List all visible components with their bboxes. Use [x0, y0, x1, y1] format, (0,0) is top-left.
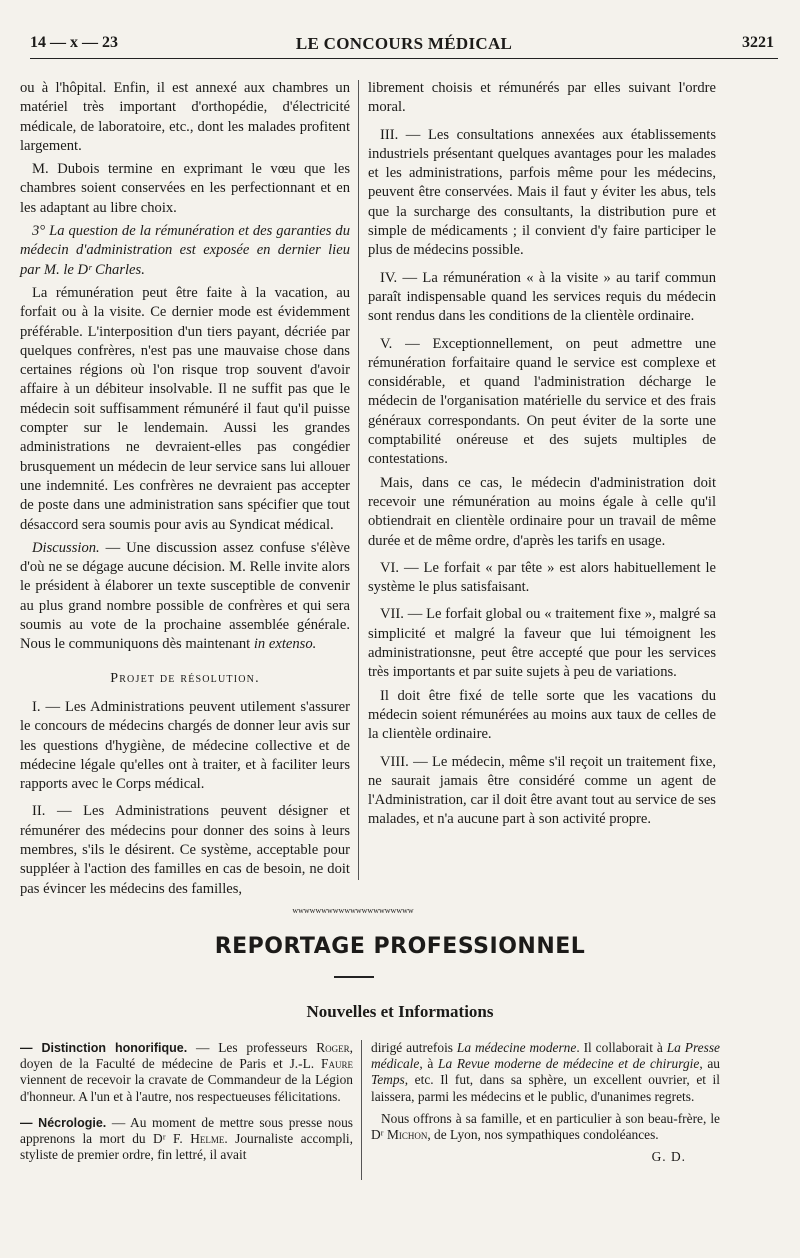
journal-title: LE CONCOURS MÉDICAL — [295, 34, 513, 53]
resolution-item: III. — Les consultations annexées aux établissements industriels présentant quelques avantages pour les malades et les administrations, parfois même pour les médecins, peuvent être conservées. Mais il faut y éviter les abus, tels que la surcharge des consultants, la distribution pure et simple de médicaments ; il convient d'y faire participer le plus de médecins possible. — [368, 126, 716, 259]
paragraph: M. Dubois termine en exprimant le vœu que les chambres soient conservées en les perfectionnant et en les adaptant au libre choix. — [20, 161, 350, 216]
paragraph: Discussion. — Une discussion assez confuse s'élève d'où ne se dégage aucune décision. M. Relle invite alors le président à élaborer un texte susceptible de convenir au plus grand nombre possible de confrères et qui sera soumis au vote de la prochaine assemblée générale. Nous le communiquons dès maintenant in extenso. — [20, 539, 350, 653]
title-rule — [334, 976, 374, 978]
page-header — [30, 34, 778, 59]
resolution-item: VII. — Le forfait global ou « traitement fixe », malgré sa simplicité et malgré la faveur que lui témoignent les administrationsne, peut être accepté que pour les services très importants et par suite sujets à peu de variations. — [368, 606, 716, 681]
paragraph: Mais, dans ce cas, le médecin d'administration doit recevoir une rémunération au moins égale à celle qu'il obtiendrait en clientèle ordinaire pour un travail de même durée et de même ordre, d'après les tarifs en usage. — [368, 474, 716, 549]
subsection-title: Nouvelles et Informations — [306, 1002, 494, 1021]
resolution-item: V. — Exceptionnellement, on peut admettre une rémunération forfaitaire quand le service est complexe et considérable, et quand l'administration décharge le médecin de l'organisation matérielle du service et des frais généraux correspondants. On peut éviter de la sorte une comptabilité onéreuse et des sujets multiples de contestations. — [368, 335, 716, 468]
resolution-item: I. — Les Administrations peuvent utilement s'assurer le concours de médecins chargés de donner leur avis sur les questions d'hygiène, de médecine collective et de médecine légale qu'elles ont à traiter, et à faciliter leurs rapports avec le Corps médical. — [20, 698, 350, 793]
right-column — [368, 79, 716, 834]
resolution-item: VI. — Le forfait « par tête » est alors habituellement le système le plus satisfaisant. — [368, 559, 716, 596]
paragraph: Il doit être fixé de telle sorte que les vacations du médecin soient rémunérées au moins aux taux de celles de la clientèle ordinaire. — [368, 687, 716, 743]
paragraph: Nous offrons à sa famille, et en particulier à son beau-frère, le Dʳ Michon, de Lyon, nos sympathiques condoléances. — [371, 1110, 720, 1143]
news-item-continued: dirigé autrefois La médecine moderne. Il collaborait à La Presse médicale, à La Revue moderne de médecine et de chirurgie, au Temps, etc. Il fut, dans sa sphère, un excellent ouvrier, et il laissera, parmi les médecins et le public, d'unanimes regrets. — [371, 1040, 720, 1104]
resolution-item: VIII. — Le médecin, même s'il reçoit un traitement fixe, ne saurait jamais être considéré comme un agent de l'Administration, car il doit être avant tout au service de ses malades, et n'a aucune part à son activité propre. — [368, 753, 716, 828]
paragraph: librement choisis et rémunérés par elles suivant l'ordre moral. — [368, 80, 716, 116]
news-item: — Distinction honorifique. — Les professeurs Roger, doyen de la Faculté de médecine de Paris et J.-L. Faure viennent de recevoir la cravate de Commandeur de la Légion d'honneur. A l'un et à l'autre, nos respectueuses félicitations. — [20, 1040, 353, 1104]
section-title: REPORTAGE PROFESSIONNEL — [214, 934, 586, 959]
resolution-item: II. — Les Administrations peuvent désigner et rémunérer des médecins pour donner des soins à leurs membres, s'ils le désirent. Ce système, acceptable pour suppléer à l'action des familles en cas de besoin, ne doit pas évincer les médecins des familles, — [20, 803, 350, 897]
resolution-heading: Projet de résolution. — [110, 670, 260, 686]
column-divider — [361, 1040, 362, 1180]
paragraph — [20, 222, 350, 280]
news-left-column — [20, 1040, 353, 1169]
page-number: 3221 — [742, 34, 774, 51]
news-label: — Distinction honorifique. — [20, 1041, 188, 1055]
left-column — [20, 79, 350, 903]
author-signature: G. D. — [651, 1149, 686, 1165]
issue-date: 14 — x — 23 — [30, 34, 118, 51]
resolution-item: IV. — La rémunération « à la visite » au tarif commun paraît indispensable quand les services requis du médecin sont rendus dans les conditions de la clientèle ordinaire. — [368, 269, 716, 325]
discussion-label: Discussion. — [32, 539, 100, 556]
question-heading: 3° La question de la rémunération et des garanties du médecin d'administration est exposée en dernier lieu par M. le Dʳ Charles. — [20, 223, 350, 278]
column-divider — [358, 80, 359, 880]
paragraph: La rémunération peut être faite à la vacation, au forfait ou à la visite. Ce dernier mode est évidemment préférable. L'interposition d'un tiers payant, décriée par quelques confrères, n'est pas une mauvaise chose dans certaines régions où l'on risque trop souvent d'avoir affaire à un débiteur insolvable. Il ne suffit pas que le médecin soit suffisamment rémunéré il faut qu'il puisse compter sur le lendemain. Aussi les grandes administrations ne devraient-elles pas congédier brusquement un médecin de leur service sans lui allouer une indemnité. Les confrères ne devraient pas accepter de poste dans une administration sans spécifier que tout désaccord sera soumis pour avis au Syndicat médical. — [20, 284, 350, 533]
news-item: — Nécrologie. — Au moment de mettre sous presse nous apprenons la mort du Dʳ F. Helme. Journaliste accompli, styliste de premier ordre, fin lettré, il avait — [20, 1114, 354, 1163]
paragraph: ou à l'hôpital. Enfin, il est annexé aux chambres un matériel très important d'orthopédie, d'électricité médicale, de laboratoire, etc., dont les malades profitent largement. — [20, 80, 350, 154]
news-label: — Nécrologie. — [20, 1115, 107, 1130]
ornament-divider: wwwwwwwwwwwwwwwwwwwww — [292, 906, 414, 915]
news-right-column — [371, 1040, 720, 1165]
